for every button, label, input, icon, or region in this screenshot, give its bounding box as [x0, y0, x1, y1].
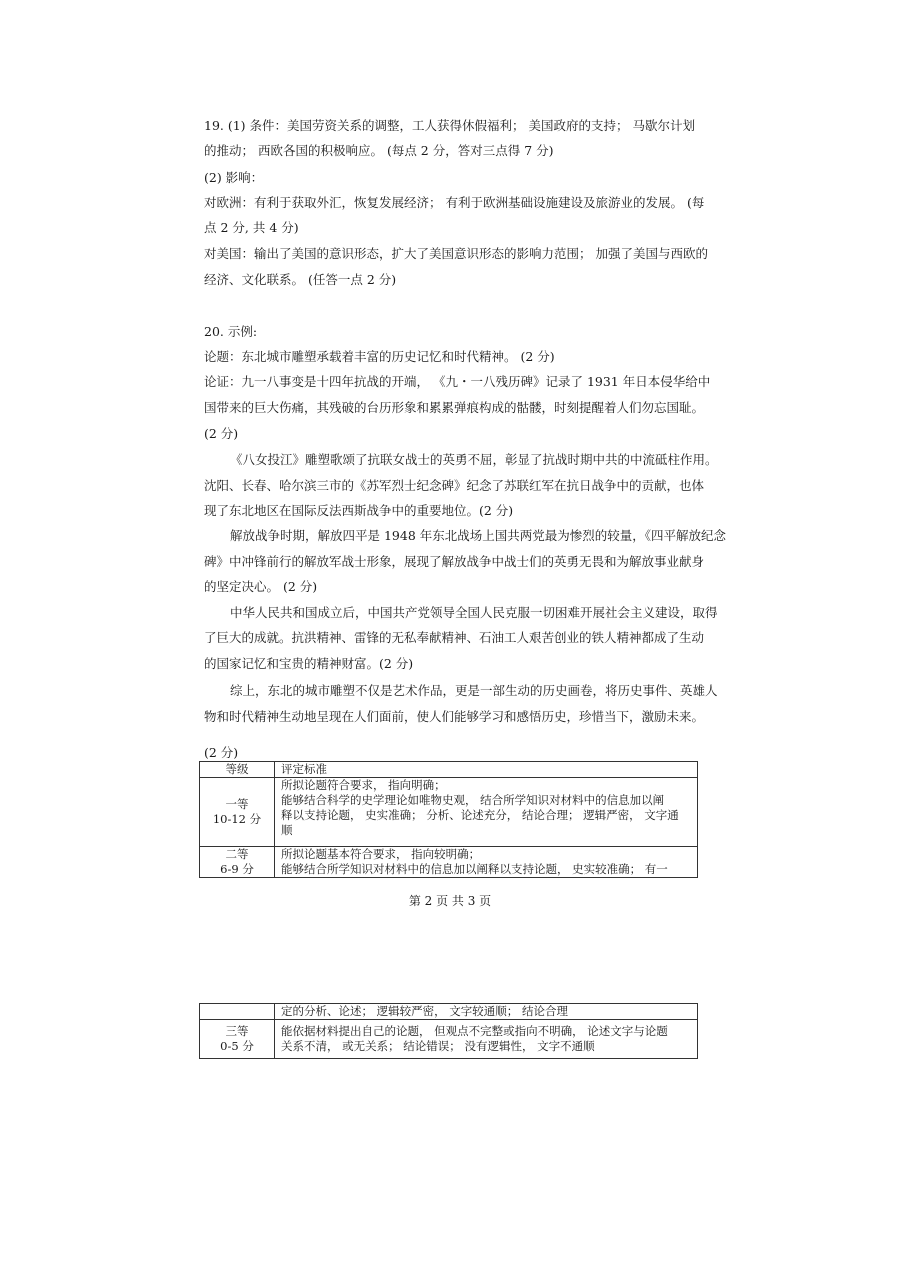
header-level: 等级 — [200, 762, 275, 778]
table-row — [200, 778, 698, 847]
q19-line-2: 的推动； 西欧各国的积极响应。 (每点 2 分，答对三点得 7 分) — [204, 143, 554, 158]
q20-para2-line-3: 现了东北地区在国际反法西斯战争中的重要地位。(2 分) — [204, 503, 514, 518]
row1-level-name: 一等 — [225, 797, 249, 811]
table-row — [200, 1004, 698, 1020]
q20-para5-line-1: 综上，东北的城市雕塑不仅是艺术作品，更是一部生动的历史画卷，将历史事件、英雄人 — [230, 683, 718, 698]
table-row — [200, 1020, 698, 1059]
q20-para3-line-1: 解放战争时期，解放四平是 1948 年东北战场上国共两党最为惨烈的较量，《四平解放纪念 — [230, 528, 727, 543]
row2-criteria: 所拟论题基本符合要求， 指向较明确； 能够结合所学知识对材料中的信息加以阐释以支持论题， 史实较准确； 有一 — [275, 847, 698, 878]
grading-table — [199, 761, 698, 878]
row3-level-name: 三等 — [225, 1024, 249, 1038]
row3-criteria: 能依据材料提出自己的论题， 但观点不完整或指向不明确， 论述文字与论题 关系不清， 或无关系； 结论错误； 没有逻辑性， 文字不通顺 — [275, 1020, 698, 1059]
q20-para3-line-3: 的坚定决心。 (2 分) — [204, 579, 318, 594]
q20-argument-line-2: 国带来的巨大伤痛，其残破的台历形象和累累弹痕构成的骷髅，时刻提醒着人们勿忘国耻。 — [204, 400, 705, 415]
row2-level-continued — [200, 1004, 275, 1020]
row2-criteria-continued: 定的分析、论述； 逻辑较严密， 文字较通顺； 结论合理 — [275, 1004, 698, 1020]
q20-para5-line-3: (2 分) — [204, 745, 239, 760]
row2-level-range: 6-9 分 — [220, 862, 254, 876]
q20-line-1: 20. 示例: — [204, 324, 258, 339]
row1-level — [200, 778, 275, 847]
q20-para3-line-2: 碑》中冲锋前行的解放军战士形象，展现了解放战争中战士们的英勇无畏和为解放事业献身 — [204, 554, 705, 569]
q20-para2-line-2: 沈阳、长春、哈尔滨三市的《苏军烈士纪念碑》纪念了苏联红军在抗日战争中的贡献，也体 — [204, 478, 705, 493]
row2-level — [200, 847, 275, 878]
q20-para4-line-2: 了巨大的成就。抗洪精神、雷锋的无私奉献精神、石油工人艰苦创业的铁人精神都成了生动 — [204, 630, 705, 645]
row1-level-range: 10-12 分 — [212, 812, 262, 826]
q19-line-1: 19. (1) 条件：美国劳资关系的调整，工人获得休假福利； 美国政府的支持； 马歇尔计划 — [204, 118, 695, 133]
q20-para4-line-1: 中华人民共和国成立后，中国共产党领导全国人民克服一切困难开展社会主义建设，取得 — [230, 605, 718, 620]
page-number: 第 2 页 共 3 页 — [408, 894, 492, 908]
q19-line-3: (2) 影响： — [204, 170, 264, 185]
q19-line-5: 点 2 分, 共 4 分) — [204, 220, 299, 235]
q19-line-7: 经济、文化联系。 (任答一点 2 分) — [204, 272, 397, 287]
q20-argument-line-1: 论证：九一八事变是十四年抗战的开端， 《九・一八残历碑》记录了 1931 年日本侵华给中 — [204, 374, 711, 389]
q20-para4-line-3: 的国家记忆和宝贵的精神财富。(2 分) — [204, 656, 414, 671]
row3-level-range: 0-5 分 — [220, 1039, 254, 1053]
q20-para2-line-1: 《八女投江》雕塑歌颂了抗联女战士的英勇不屈，彰显了抗战时期中共的中流砥柱作用。 — [230, 452, 718, 467]
header-criteria: 评定标准 — [275, 762, 698, 778]
q20-thesis: 论题：东北城市雕塑承载着丰富的历史记忆和时代精神。 (2 分) — [204, 349, 555, 364]
row2-level-name: 二等 — [225, 847, 249, 861]
table-header-row — [200, 762, 698, 778]
grading-table-continued — [199, 1003, 698, 1059]
row3-level — [200, 1020, 275, 1059]
q19-line-6: 对美国：输出了美国的意识形态，扩大了美国意识形态的影响力范围； 加强了美国与西欧的 — [204, 246, 708, 261]
q20-argument-line-3: (2 分) — [204, 426, 239, 441]
q19-line-4: 对欧洲：有利于获取外汇，恢复发展经济； 有利于欧洲基础设施建设及旅游业的发展。 (每 — [204, 195, 705, 210]
row1-criteria: 所拟论题符合要求， 指向明确； 能够结合科学的史学理论如唯物史观， 结合所学知识对材料中的信息加以阐 释以支持论题， 史实准确； 分析、论述充分， 结论合理； 逻辑严密， 文字通 顺 — [275, 778, 698, 847]
table-row — [200, 847, 698, 878]
q20-para5-line-2: 物和时代精神生动地呈现在人们面前，使人们能够学习和感悟历史，珍惜当下，激励未来。 — [204, 709, 705, 724]
